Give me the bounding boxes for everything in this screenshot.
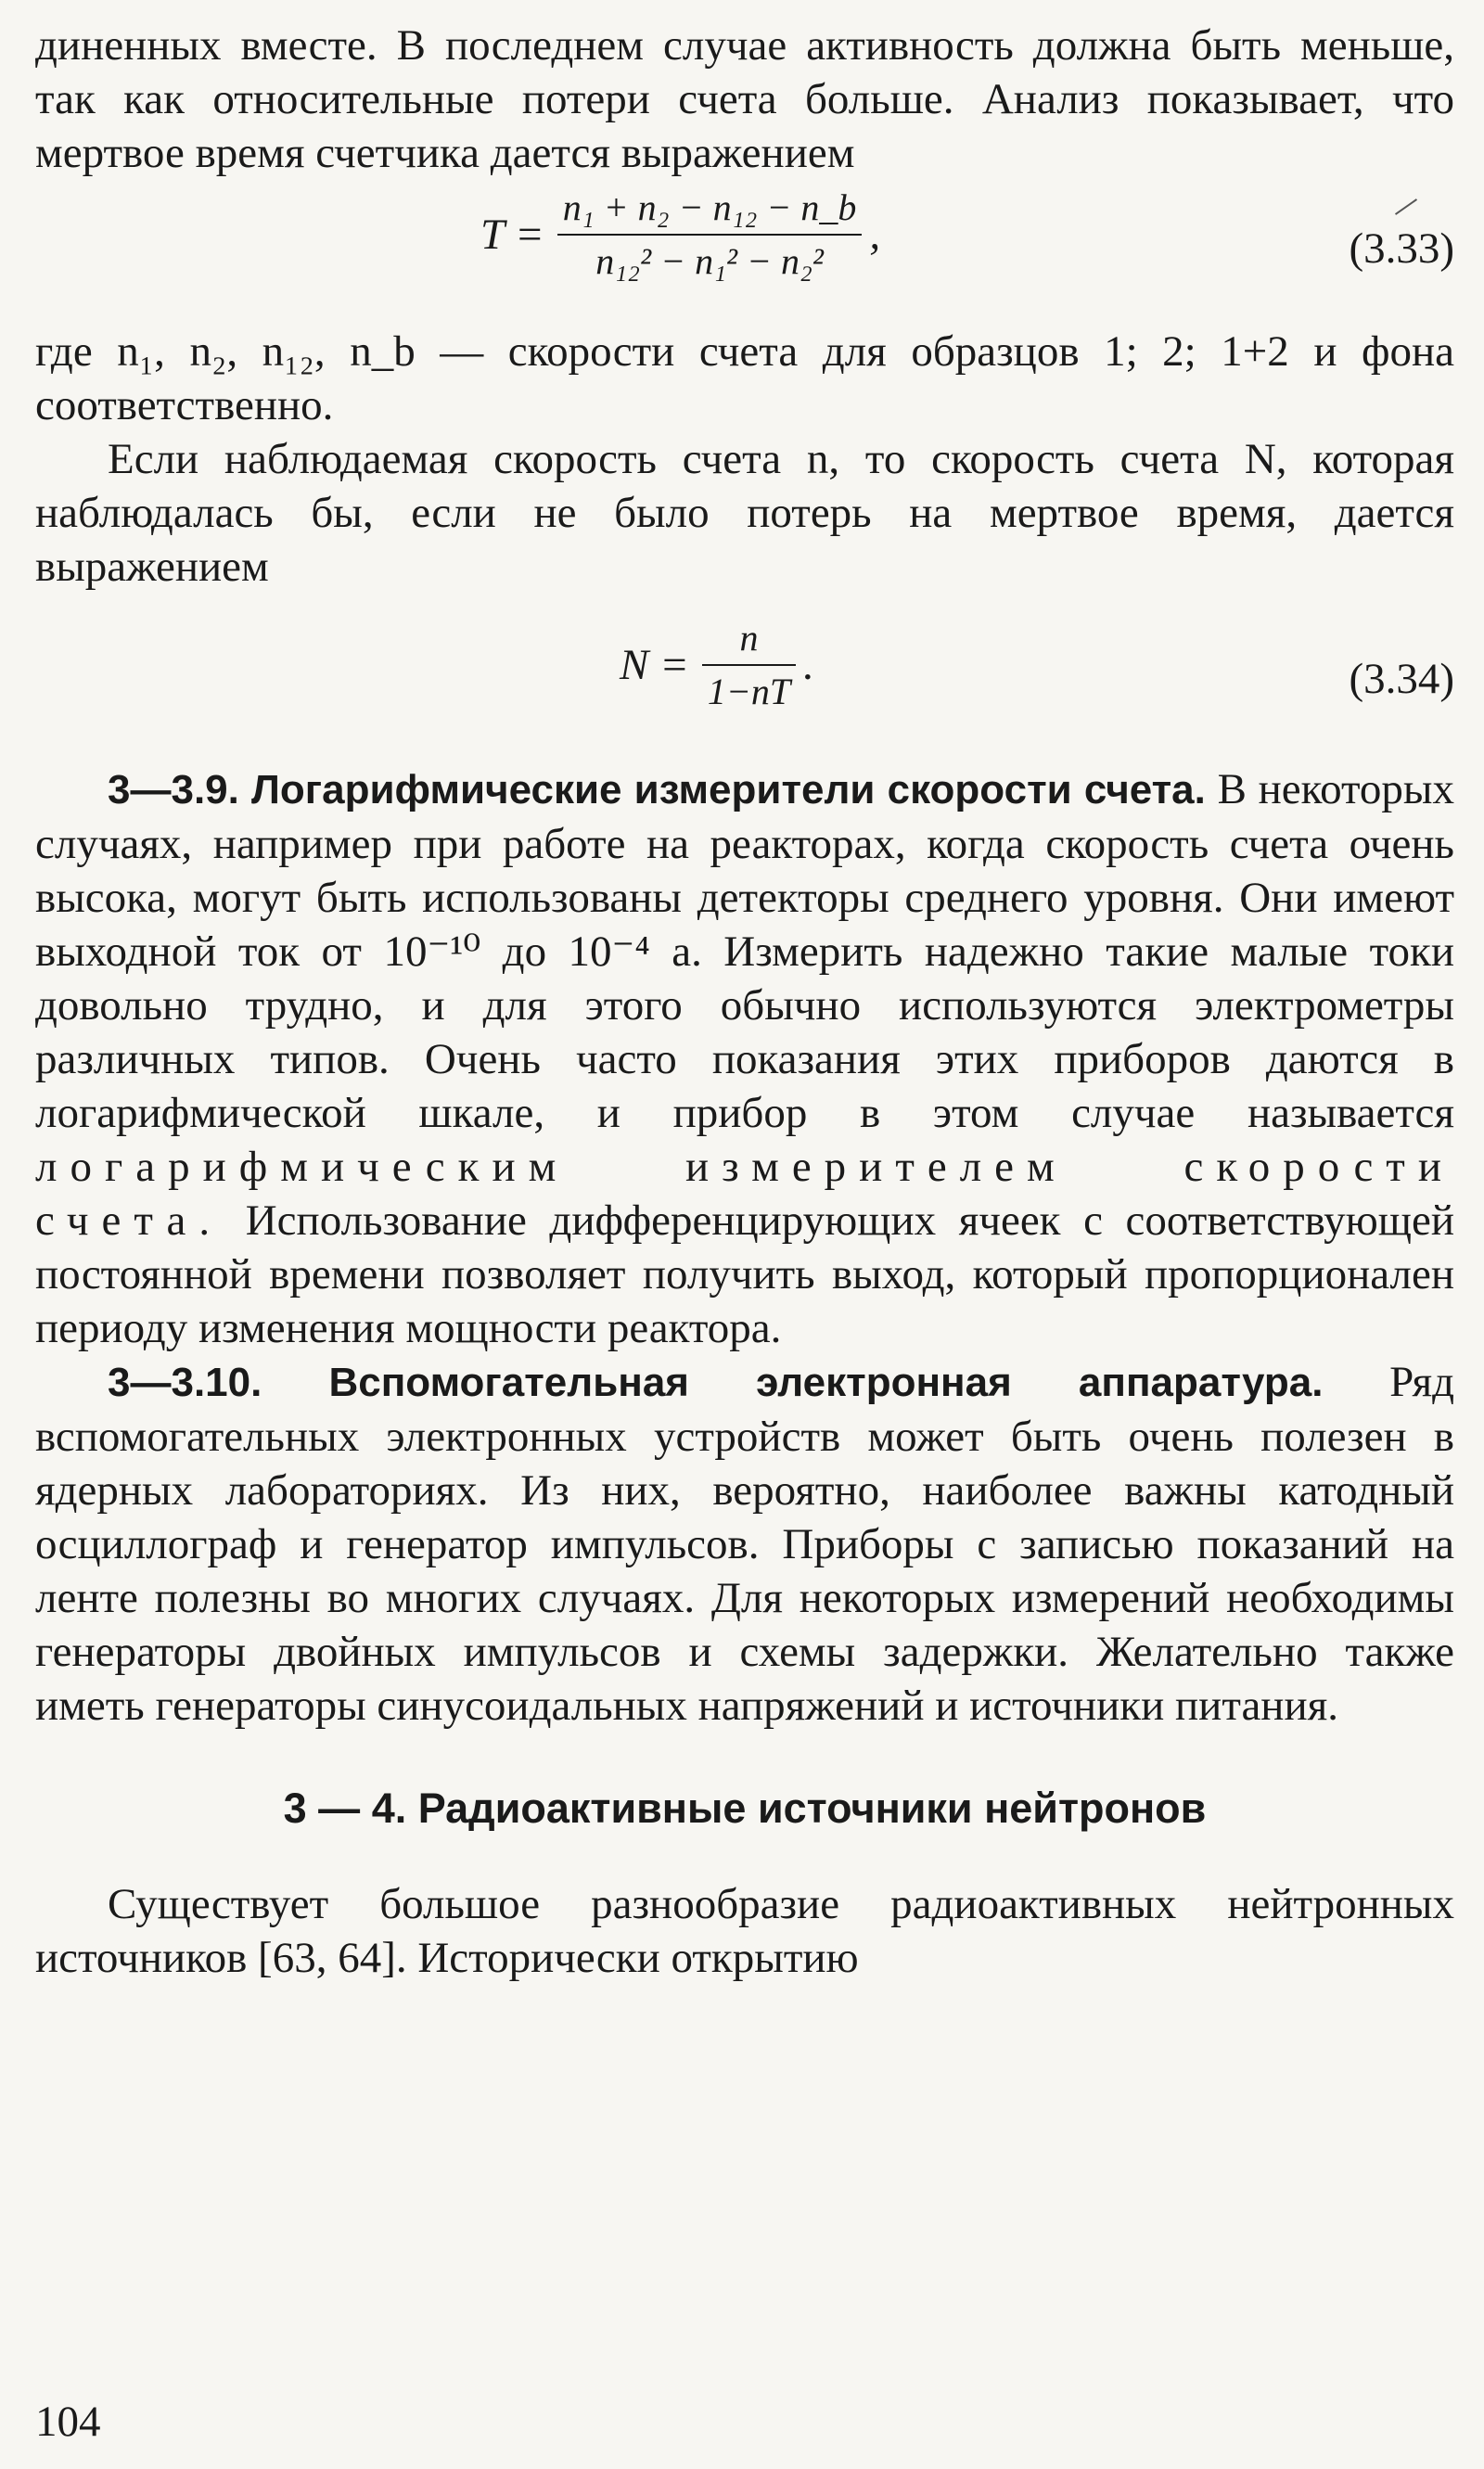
subsection-text-continued: Использование дифференцирующих ячеек с соответствующей постоянной времени позволяет получить выход, который пропорционален периоду изменения мощности реактора.: [35, 1196, 1454, 1352]
fraction: [480, 182, 880, 288]
equation-number: (3.33): [1349, 224, 1454, 273]
section-heading: 3 — 4. Радиоактивные источники нейтронов: [283, 1785, 1207, 1832]
paragraph-section-3-3-10: [35, 1355, 1454, 1733]
fraction-denominator: 1−nT: [707, 671, 791, 712]
paragraph-intro: диненных вместе. В последнем случае активность должна быть меньше, так как относительные потери счета больше. Анализ показывает, что мертвое время счетчика дается выражением: [35, 21, 1454, 177]
fraction-box: [557, 182, 863, 288]
paragraph-where: где n₁, n₂, n₁₂, n_b — скорости счета для образцов 1; 2; 1+2 и фона соответственно.: [35, 327, 1454, 429]
fraction-numerator: n: [739, 617, 759, 659]
paragraph-section-3-3-9: [35, 762, 1454, 1355]
page-body: [35, 19, 1454, 1985]
subsection-heading: 3—3.9. Логарифмические измерители скорости счета.: [108, 767, 1206, 812]
fraction-box: [702, 612, 796, 718]
equation-tail: ,: [869, 211, 881, 259]
equation-lhs: N =: [620, 641, 689, 689]
subsection-text: В некоторых случаях, например при работе на реакторах, когда скорость счета очень высока, могут быть использованы детекторы среднего уровня. Они имеют выходной ток от 10⁻¹⁰ до 10⁻⁴ a. Измерить надежно такие малые токи довольно трудно, и для этого обычно используются электрометры различных типов. Очень часто показания этих приборов даются в логарифмической шкале, и прибор в этом случае называется: [35, 765, 1454, 1137]
equation-tail: .: [803, 641, 814, 689]
equation-3-33: [35, 182, 1454, 321]
fraction-numerator: n₁ + n₂ − n₁₂ − n_b: [562, 186, 857, 228]
page-number: 104: [35, 2398, 101, 2446]
equation-lhs: T =: [480, 211, 544, 259]
equation-3-34: [35, 612, 1454, 742]
fraction-denominator: n₁₂² − n₁² − n₂²: [595, 240, 824, 282]
paragraph-observed-rate: Если наблюдаемая скорость счета n, то скорость счета N, которая наблюдалась бы, если не было потерь на мертвое время, дается выражением: [35, 435, 1454, 591]
subsection-text: Ряд вспомогательных электронных устройств может быть очень полезен в ядерных лабораториях. Из них, вероятно, наиболее важны катодный осциллограф и генератор импульсов. Приборы с записью показаний на ленте полезны во многих случаях. Для некоторых измерений необходимы генераторы двойных импульсов и схемы задержки. Желательно также иметь генераторы синусоидальных напряжений и источники питания.: [35, 1358, 1454, 1730]
subsection-heading: 3—3.10. Вспомогательная электронная аппаратура.: [108, 1360, 1324, 1405]
fraction: [620, 612, 814, 718]
spaced-term: логарифмическим измерителем скорости счета.: [35, 1143, 1454, 1245]
equation-number: (3.34): [1349, 655, 1454, 703]
paragraph-neutron-sources: Существует большое разнообразие радиоактивных нейтронных источников [63, 64]. Исторически открытию: [35, 1880, 1454, 1982]
